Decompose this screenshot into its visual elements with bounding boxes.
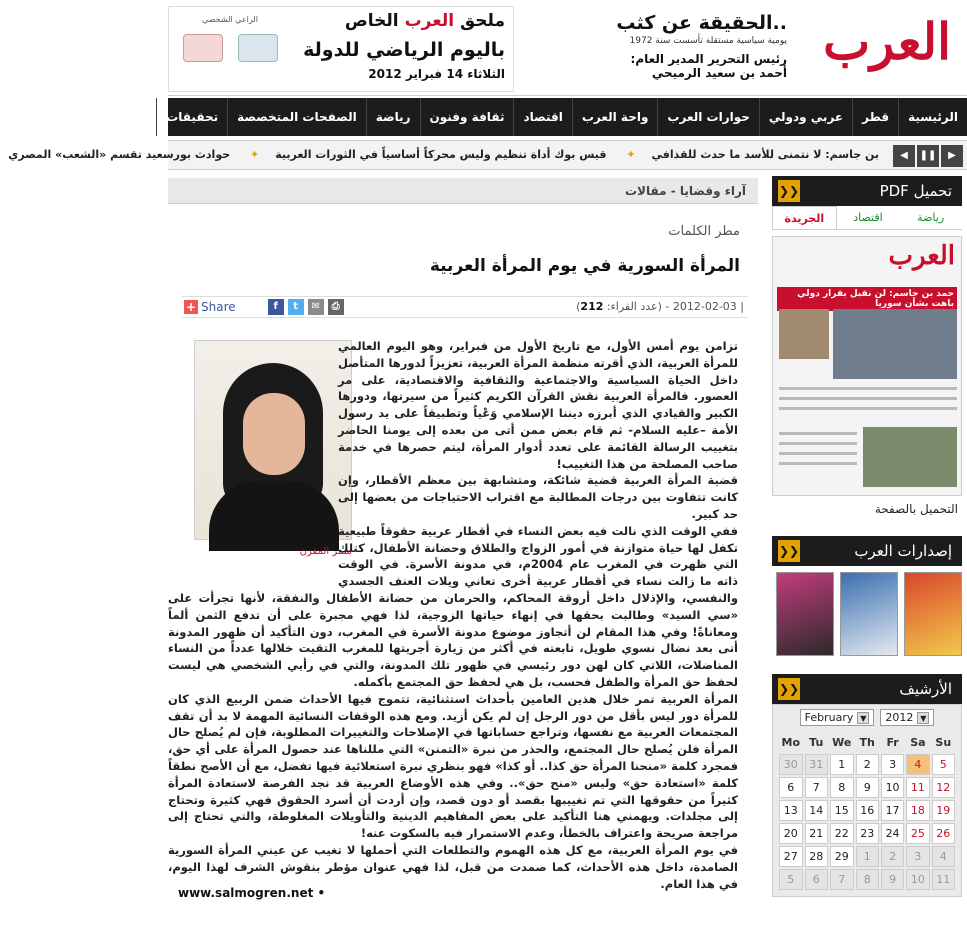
calendar-grid: [777, 730, 957, 892]
ticker-items: [8, 141, 887, 171]
calendar-day[interactable]: 29: [830, 846, 854, 867]
sidebar: [772, 176, 962, 897]
calendar-day[interactable]: 13: [779, 800, 803, 821]
article-paragraph: في يوم المرأة العربية، مع كل هذه الهموم والتطلعات التي أحملها لا تغيب عن عيني المرأة السورية الصامدة، داخل هذه الأحداث، كما صمدت من قبل، لذا فهي عنوان مؤطر بنقوش الشرف لهذا اليوم، في هذا العام.: [168, 842, 738, 891]
article-meta: [182, 296, 748, 318]
facebook-icon[interactable]: f: [268, 299, 284, 315]
calendar-day[interactable]: 20: [779, 823, 803, 844]
author-name[interactable]: مطر الكلمات: [668, 224, 740, 239]
calendar-day[interactable]: 19: [932, 800, 955, 821]
newspaper-text-line: [779, 397, 957, 400]
article-title: المرأة السورية في يوم المرأة العربية: [429, 256, 740, 276]
pdf-box-header: [772, 176, 962, 206]
newspaper-text-line: [779, 432, 857, 435]
nav-home[interactable]: الرئيسية: [898, 98, 967, 136]
news-ticker: [8, 140, 967, 170]
newspaper-text-line: [779, 387, 957, 390]
weekday-header: Fr: [886, 735, 899, 749]
tagline-sub: يومية سياسية مستقلة تأسست سنة 1972: [629, 36, 787, 46]
logo-text: العرب: [823, 12, 951, 71]
calendar-day[interactable]: 31: [805, 754, 828, 775]
archive-header: [772, 674, 962, 704]
sponsor-block: [175, 15, 285, 62]
publications-gallery: [772, 572, 962, 664]
chevron-down-icon: ▼: [917, 712, 929, 724]
calendar-day[interactable]: 24: [881, 823, 904, 844]
calendar-day[interactable]: 4: [906, 754, 929, 775]
calendar-day[interactable]: 6: [805, 869, 828, 890]
calendar-day[interactable]: 2: [856, 754, 879, 775]
pdf-title: تحميل PDF: [879, 182, 952, 200]
email-icon[interactable]: ✉: [308, 299, 324, 315]
weekday-header: Tu: [809, 735, 824, 749]
publication-cover[interactable]: [776, 572, 834, 656]
calendar-day[interactable]: 15: [830, 800, 854, 821]
newspaper-text-line: [779, 407, 957, 410]
newspaper-photo: [779, 309, 829, 359]
weekday-header: Su: [935, 735, 952, 749]
publications-title: إصدارات العرب: [854, 542, 952, 560]
tab-newspaper[interactable]: الجريدة: [772, 206, 837, 229]
calendar-day[interactable]: 5: [779, 869, 803, 890]
nav-specialized[interactable]: الصفحات المتخصصة: [227, 98, 366, 136]
archive-calendar: [772, 704, 962, 897]
nav-oasis[interactable]: واحة العرب: [572, 98, 658, 136]
nav-qatar[interactable]: قطر: [852, 98, 898, 136]
photo-caption: سمر المقرن: [299, 546, 352, 557]
calendar-day[interactable]: 26: [932, 823, 955, 844]
reads-label: (عدد القراء:: [606, 300, 662, 313]
calendar-day[interactable]: 1: [856, 846, 879, 867]
calendar-day[interactable]: 9: [856, 777, 879, 798]
tagline: [607, 12, 787, 80]
year-select[interactable]: [880, 709, 934, 726]
weekday-header: Mo: [781, 735, 801, 749]
calendar-day[interactable]: 12: [932, 777, 955, 798]
calendar-day[interactable]: 23: [856, 823, 879, 844]
ticker-next-icon[interactable]: ▶: [941, 145, 963, 167]
ticker-bullet-icon: ✦: [626, 148, 636, 161]
calendar-day[interactable]: 16: [856, 800, 879, 821]
ticker-item[interactable]: بن جاسم: لا نتمنى للأسد ما حدث للقذافي: [651, 148, 879, 161]
month-select[interactable]: [800, 709, 875, 726]
ticker-item[interactable]: قيس بوك أداة تنظيم وليس محركاً أساسياً في الثورات العربية: [275, 148, 607, 161]
calendar-day[interactable]: 10: [881, 777, 904, 798]
newspaper-photo: [833, 309, 957, 379]
chevron-left-icon: ❮❮: [778, 180, 800, 202]
pdf-tabs: [772, 206, 962, 230]
calendar-day[interactable]: 5: [932, 754, 955, 775]
calendar-day[interactable]: 8: [856, 869, 879, 890]
newspaper-text-line: [779, 442, 857, 445]
ticker-bullet-icon: ✦: [250, 148, 260, 161]
calendar-day[interactable]: 8: [830, 777, 854, 798]
newspaper-text-line: [779, 452, 857, 455]
calendar-day[interactable]: 22: [830, 823, 854, 844]
reads-count: 212: [580, 300, 604, 313]
publications-header: [772, 536, 962, 566]
main-nav: [168, 98, 967, 136]
newspaper-thumbnail[interactable]: [772, 236, 962, 496]
download-by-page-link[interactable]: التحميل بالصفحة: [874, 502, 958, 516]
calendar-day[interactable]: 27: [779, 846, 803, 867]
reads-close: ): [576, 300, 581, 313]
tagline-main: ..الحقيقة عن كثب: [616, 12, 787, 34]
article-date: 2012-02-03: [672, 300, 737, 313]
ticker-prev-icon[interactable]: ◀: [893, 145, 915, 167]
article-paragraph: تزامن يوم أمس الأول، مع تاريخ الأول من فبراير، وهو اليوم العالمي للمرأة العربية، الذي أقرته منظمة المرأة العربية، تعزيزاً لدورها المتأصل داخل الحياة السياسية والاجتماعية والثقافية والاقتصادية، على مر العصور. فالمرأة العربية نقش القرآن الكريم كثيراً من سيرتها، ودورها الكبير والقيادي الذي أبرزه ديننا الإسلامي وَعْياً وتطبيقاً على يد رسول الأمة –عليه السلام- ثم قام بعض ممن أتى من بعده إلى يومنا الحاضر بتغييب الرسالة القائمة على تعدد أدوار المرأة، ليتم حصرها في خدمة صاحب المصلحة من هذا التغييب!: [338, 339, 738, 471]
twitter-icon[interactable]: t: [288, 299, 304, 315]
calendar-day[interactable]: 17: [881, 800, 904, 821]
share-plus-icon: +: [185, 300, 197, 314]
calendar-day[interactable]: 11: [932, 869, 955, 890]
month-select-value: February: [804, 711, 854, 724]
site-header: [168, 0, 967, 96]
nav-sports[interactable]: رياضة: [366, 98, 420, 136]
nav-economy[interactable]: اقتصاد: [513, 98, 571, 136]
breadcrumb[interactable]: آراء وقضايا - مقالات: [168, 178, 758, 204]
calendar-day[interactable]: 10: [906, 869, 929, 890]
promo-line-3: الثلاثاء 14 فبراير 2012: [368, 67, 505, 81]
promo-suffix: الخاص: [344, 11, 399, 31]
calendar-day[interactable]: 4: [932, 846, 955, 867]
archive-title: الأرشيف: [899, 680, 952, 698]
chevron-left-icon: ❮❮: [778, 678, 800, 700]
article-info: | 2012-02-03 - (عدد القراء: 212): [576, 300, 744, 313]
calendar-day[interactable]: 6: [779, 777, 803, 798]
nav-investigations[interactable]: تحقيقات: [156, 98, 227, 136]
ticker-pause-icon[interactable]: ❚❚: [917, 145, 939, 167]
site-logo[interactable]: [801, 10, 951, 84]
newspaper-masthead: العرب: [888, 241, 955, 271]
chevron-left-icon: ❮❮: [778, 540, 800, 562]
share-button[interactable]: [184, 300, 236, 314]
article-body: [168, 338, 738, 892]
nav-arab-intl[interactable]: عربي ودولي: [759, 98, 852, 136]
chevron-down-icon: ▼: [857, 712, 869, 724]
print-icon[interactable]: ⎙: [328, 299, 344, 315]
calendar-day[interactable]: 14: [805, 800, 828, 821]
weekday-header: Th: [859, 735, 875, 749]
article-paragraph: ففي الوقت الذي نالت فيه بعض النساء في أقطار عربية حقوقاً طبيعية تكفل لها حياة متوازنة في أمور الزواج والطلاق وحضانة الأطفال، كتلك التي ظهرت في المغرب عام 2004م، في مدونة الأسرة. في الوقت ذاته ما زالت نساء في أقطار عربية أخرى تعاني ويلات العنف الجسدي والنفسي، والإذلال داخل أروقة المحاكم، والحرمان من حضانة الأطفال والنفقة، لأنها تجرأت على «سي السيد» وطالبت بحقها في إنهاء حياتها الزوجية، لذا فهي مجبرة على أن تدفع الثمن ألماً ومعاناةً! وفي هذا المقام لن أتجاوز موضوع مدونة الأسرة في المغرب، دون التأكيد أن ظهور المدونة أتى بعد نضال نسوي طويل، تابعته في أكثر من زيارة أجريتها للمغرب التقيت خلالها عدداً من النساء المناضلات، اللاتي كان لهن دور رئيسي في ظهور تلك المدونة، والتي في رأيي الشخصي هي ليست لحفظ حق المرأة والطفل فحسب، بل هي لحفظ حق المجتمع بأكمله.: [168, 523, 738, 689]
calendar-day[interactable]: 11: [906, 777, 929, 798]
calendar-day[interactable]: 21: [805, 823, 828, 844]
weekday-header: Sa: [910, 735, 926, 749]
ticker-item[interactable]: حوادث بورسعيد تقسم «الشعب» المصري: [8, 148, 231, 161]
promo-prefix: ملحق: [459, 11, 505, 31]
calendar-day[interactable]: 9: [881, 869, 904, 890]
share-label: Share: [201, 300, 236, 314]
calendar-day[interactable]: 7: [830, 869, 854, 890]
calendar-day[interactable]: 28: [805, 846, 828, 867]
ticker-controls: [893, 145, 963, 167]
calendar-day[interactable]: 1: [830, 754, 854, 775]
weekday-header: We: [832, 735, 852, 749]
calendar-day[interactable]: 3: [881, 754, 904, 775]
newspaper-headline: حمد بن جاسم: لن نقبل بقرار دولي باهت بشأن سوريا: [777, 287, 957, 311]
calendar-day[interactable]: 2: [881, 846, 904, 867]
calendar-day[interactable]: 3: [906, 846, 929, 867]
calendar-day[interactable]: 18: [906, 800, 929, 821]
article-column: [168, 178, 758, 925]
promo-line-2: باليوم الرياضي للدولة: [303, 39, 505, 61]
calendar-day[interactable]: 25: [906, 823, 929, 844]
tab-sports[interactable]: رياضة: [917, 211, 945, 224]
newspaper-text-line: [779, 462, 857, 465]
promo-line-1: [345, 11, 505, 31]
newspaper-photo: [863, 427, 957, 487]
sponsor-label: الراعي الشخصي: [202, 15, 258, 24]
tab-economy[interactable]: اقتصاد: [853, 211, 883, 224]
article-paragraph: المرأة العربية تمر خلال هذين العامين بأحداث استثنائية، تتموج فيها الأحداث ضمن الربيع الذي كان للمرأة دور ليس بأقل من دور الرجل إن لم يكن أزيد. ومع هذه الوقفات النسائية المهمة لا بد أن تقف المجتمعات العربية مع نفسها، وتراجع حساباتها في الإصلاحات والتغييرات المطلوبة، فإن لم يُصلح حال المرأة فلن يُصلح حال المجتمع، والحذر من نبرة «التمنن» التي مللناها عند حصول المرأة على أي حق، فمجرد كلمة «منحنا المرأة حق كذا.. أو كذا» فهو بنظري نبرة استعلائية فيها تفضل، مع أن الأصح نطقاً كلمة «استعادة حق» وليس «منح حق».. وفي هذه الأوضاع العربية قد نجد الفرصة لاستعادة المرأة كثيراً من حقوقها التي تم تغييبها بقصد أو دون قصد، وإن أردت أن أسرد الحقوق فهي كثيرة وتحتاج إلى مجلدات. ويهمني هنا التأكيد على بعض المفاهيم الدينية والتأويلات المغلوطة، والتي تحتاج إلى مراجعة صريحة واعتراف بالخطأ، وعدم الاستمرار فيه بالسكوت عنه!: [168, 691, 738, 841]
publication-cover[interactable]: [840, 572, 898, 656]
nav-culture[interactable]: ثقافة وفنون: [420, 98, 514, 136]
article-paragraph: قضية المرأة العربية قضية شائكة، ومتشابهة بين معظم الأقطار، وإن كانت تتفاوت بين درجات المطالبة مع اقتراب الاحتياجات من بعضها إلى حد كبير.: [338, 473, 738, 521]
calendar-day[interactable]: 30: [779, 754, 803, 775]
author-website-link[interactable]: www.salmogren.net •: [178, 886, 326, 900]
year-select-value: 2012: [885, 711, 914, 724]
calendar-day[interactable]: 7: [805, 777, 828, 798]
publication-cover[interactable]: [904, 572, 962, 656]
sponsor-logo-1: [238, 34, 278, 62]
promo-banner[interactable]: [168, 6, 514, 92]
nav-interviews[interactable]: حوارات العرب: [657, 98, 758, 136]
editor-line: رئيس التحرير المدير العام: أحمد بن سعيد الرميحي: [630, 52, 787, 80]
share-bar: [184, 299, 344, 315]
sponsor-logo-2: [183, 34, 223, 62]
promo-brand: العرب: [404, 11, 455, 31]
